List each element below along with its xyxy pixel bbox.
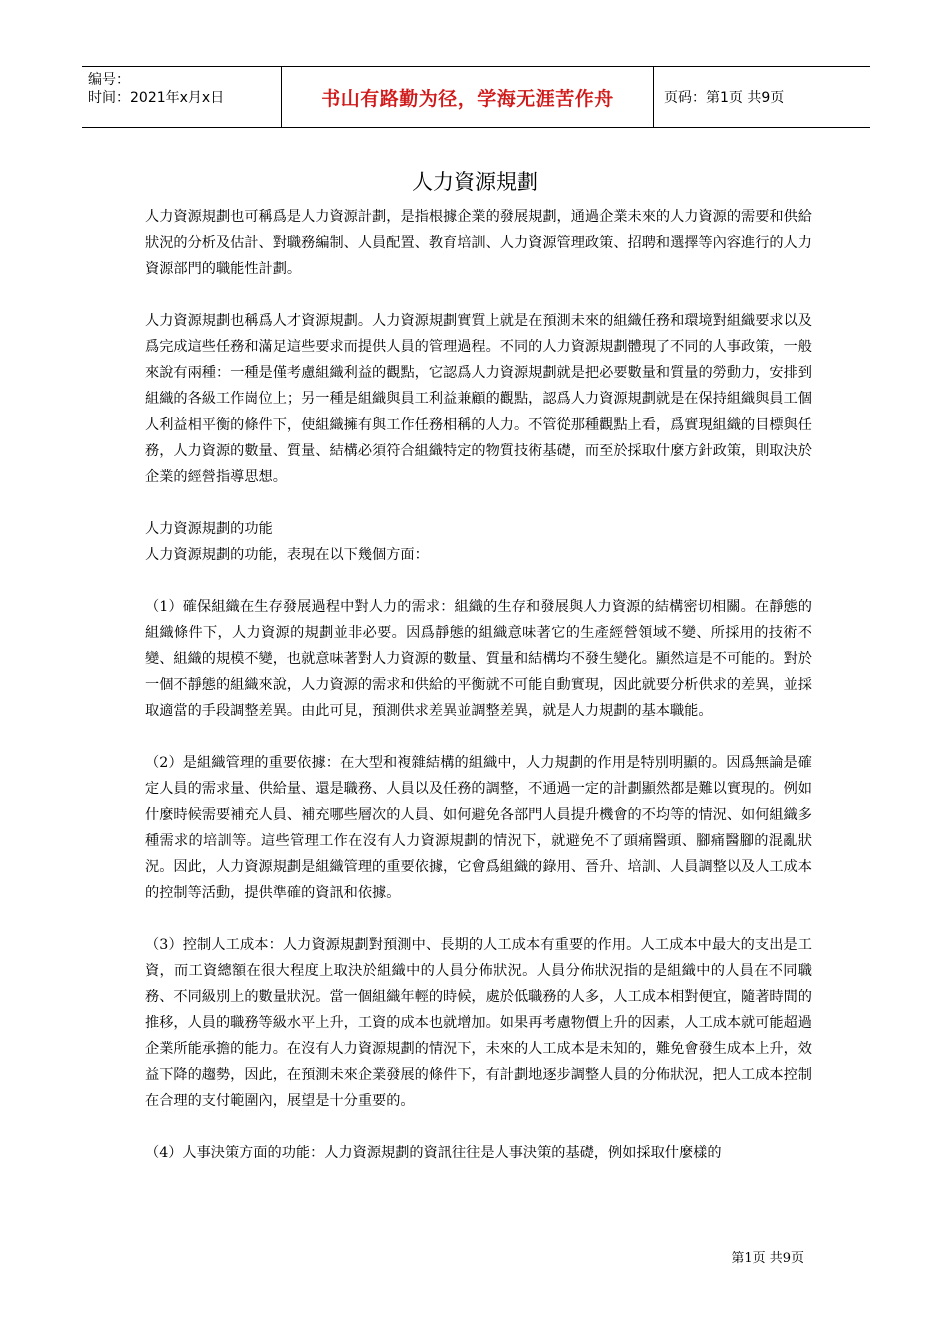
paragraph-function-4: （4）人事決策方面的功能：人力資源規劃的資訊往往是人事決策的基礎，例如採取什麼樣的	[145, 1145, 722, 1161]
header-motto: 书山有路勤为径，学海无涯苦作舟	[282, 67, 654, 127]
doc-time-label: 时间：2021年x月x日	[88, 90, 225, 106]
paragraph-definition: 人力資源規劃也可稱爲是人力資源計劃，是指根據企業的發展規劃，通過企業未來的人力資源的需要和供給狀況的分析及估計、對職務編制、人員配置、教育培訓、人力資源管理政策、招聘和選擇等內容進行的人力資源部門的職能性計劃。	[145, 209, 812, 277]
paragraph-overview: 人力資源規劃也稱爲人才資源規劃。人力資源規劃實質上就是在預測未來的組織任務和環境對組織要求以及爲完成這些任務和滿足這些要求而提供人員的管理過程。不同的人力資源規劃體現了不同的人事政策，一般來說有兩種：一種是僅考慮組織利益的觀點，它認爲人力資源規劃就是把必要數量和質量的勞動力，安排到組織的各級工作崗位上；另一種是組織與員工利益兼顧的觀點，認爲人力資源規劃就是在保持組織與員工個人利益相平衡的條件下，使組織擁有與工作任務相稱的人力。不管從那種觀點上看，爲實現組織的目標與任務，人力資源的數量、質量、結構必須符合組織特定的物質技術基礎，而至於採取什麼方針政策，則取決於企業的經營指導思想。	[145, 313, 812, 485]
header-meta-cell	[82, 67, 282, 127]
header-page-label: 页码：第1页 共9页	[664, 90, 785, 106]
header-table	[82, 66, 870, 128]
document-body	[145, 204, 812, 1166]
page-footer: 第1页 共9页	[731, 1251, 804, 1266]
doc-number-label: 编号：	[88, 72, 130, 88]
section-heading-functions: 人力資源規劃的功能	[145, 521, 273, 537]
paragraph-function-1: （1）確保組織在生存發展過程中對人力的需求：組織的生存和發展與人力資源的結構密切相關。在靜態的組織條件下，人力資源的規劃並非必要。因爲靜態的組織意味著它的生產經營領域不變、所採用的技術不變、組織的規模不變，也就意味著對人力資源的數量、質量和結構均不發生變化。顯然這是不可能的。對於一個不靜態的組織來說，人力資源的需求和供給的平衡就不可能自動實現，因此就要分析供求的差異，並採取適當的手段調整差異。由此可見，預測供求差異並調整差異，就是人力規劃的基本職能。	[145, 599, 812, 719]
paragraph-function-2: （2）是組織管理的重要依據：在大型和複雜結構的組織中，人力規劃的作用是特別明顯的。因爲無論是確定人員的需求量、供給量、還是職務、人員以及任務的調整，不通過一定的計劃顯然都是難以實現的。例如什麼時候需要補充人員、補充哪些層次的人員、如何避免各部門人員提升機會的不均等的情況、如何組織多種需求的培訓等。這些管理工作在沒有人力資源規劃的情況下，就避免不了頭痛醫頭、腳痛醫腳的混亂狀況。因此，人力資源規劃是組織管理的重要依據，它會爲組織的錄用、晉升、培訓、人員調整以及人工成本的控制等活動，提供準確的資訊和依據。	[145, 755, 812, 901]
paragraph-function-3: （3）控制人工成本：人力資源規劃對預測中、長期的人工成本有重要的作用。人工成本中最大的支出是工資，而工資總額在很大程度上取決於組織中的人員分佈狀況。人員分佈狀況指的是組織中的人員在不同職務、不同級別上的數量狀況。當一個組織年輕的時候，處於低職務的人多，人工成本相對便宜，隨著時間的推移，人員的職務等級水平上升，工資的成本也就增加。如果再考慮物價上升的因素，人工成本就可能超過企業所能承擔的能力。在沒有人力資源規劃的情況下，未來的人工成本是未知的，難免會發生成本上升，效益下降的趨勢，因此，在預測未來企業發展的條件下，有計劃地逐步調整人員的分佈狀況，把人工成本控制在合理的支付範圍內，展望是十分重要的。	[145, 937, 812, 1109]
document-title: 人力資源規劃	[412, 170, 538, 194]
paragraph-functions-intro: 人力資源規劃的功能，表現在以下幾個方面：	[145, 547, 429, 563]
